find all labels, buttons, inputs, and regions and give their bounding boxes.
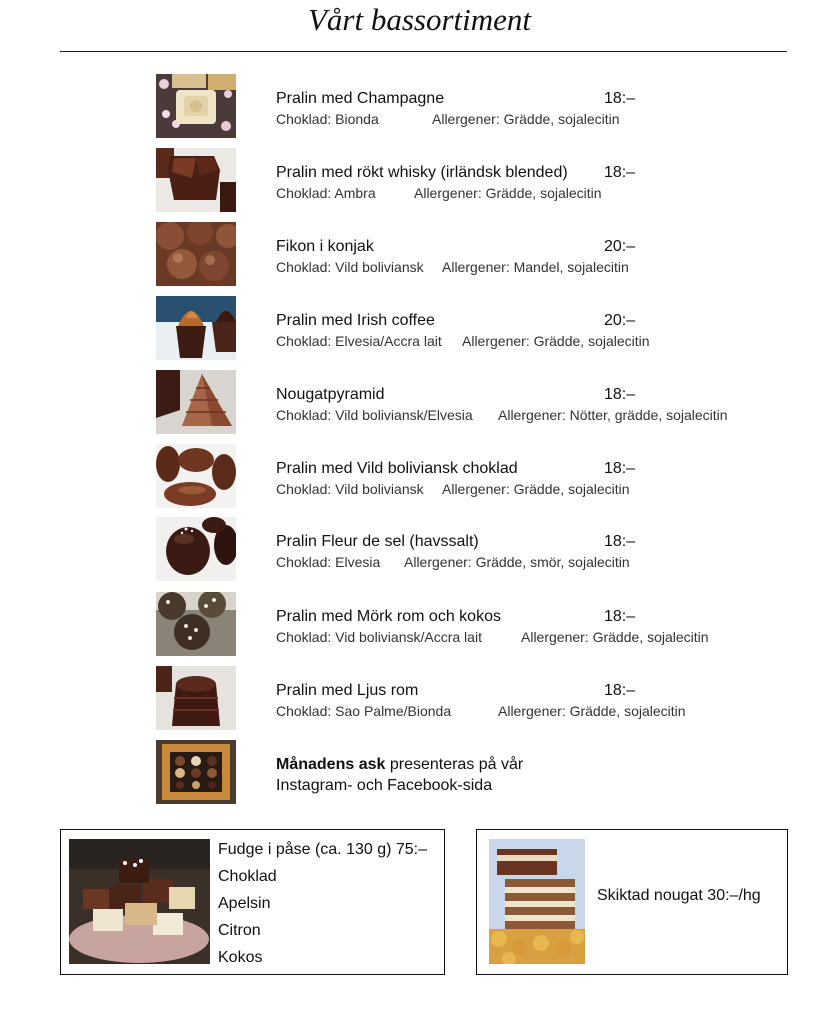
fudge-photo [69, 839, 210, 964]
item-allergens: Allergener: Grädde, sojalecitin [414, 185, 602, 201]
nougat-photo [489, 839, 585, 964]
item-price: 18:– [604, 608, 636, 625]
item-price: 18:– [604, 386, 636, 403]
praline-photo [156, 666, 236, 730]
item-price: 20:– [604, 312, 636, 329]
item-details [276, 554, 630, 570]
item-allergens: Allergener: Nötter, grädde, sojalecitin [498, 407, 728, 423]
item-chocolate: Choklad: Vild boliviansk [276, 481, 424, 497]
praline-photo [156, 74, 236, 138]
fudge-flavor: Apelsin [218, 895, 271, 912]
item-chocolate: Choklad: Bionda [276, 111, 379, 127]
page-title: Vårt bassortiment [307, 2, 532, 37]
item-chocolate: Choklad: Ambra [276, 185, 376, 201]
item-allergens: Allergener: Grädde, sojalecitin [442, 481, 630, 497]
item-chocolate: Choklad: Sao Palme/Bionda [276, 703, 452, 719]
item-details [276, 629, 709, 645]
item-details [276, 111, 620, 127]
item-allergens: Allergener: Grädde, sojalecitin [498, 703, 686, 719]
menu-item-ljus-rom [156, 666, 776, 730]
menu-item-mork-rom-kokos [156, 592, 776, 656]
fudge-flavor: Choklad [218, 868, 277, 885]
fudge-box [60, 829, 445, 975]
praline-photo [156, 592, 236, 656]
item-name: Pralin med rökt whisky (irländsk blended) [276, 164, 568, 181]
monthly-box-label: Månadens ask [276, 756, 386, 773]
item-allergens: Allergener: Grädde, smör, sojalecitin [404, 554, 630, 570]
monthly-box-text [276, 754, 523, 796]
praline-photo [156, 296, 236, 360]
item-name: Pralin med Mörk rom och kokos [276, 608, 501, 625]
item-details [276, 333, 650, 349]
fudge-heading: Fudge i påse (ca. 130 g) 75:– [218, 841, 428, 858]
item-name: Pralin Fleur de sel (havssalt) [276, 533, 479, 550]
item-details [276, 259, 629, 275]
item-price: 18:– [604, 682, 636, 699]
menu-item-vild-boliviansk [156, 444, 776, 508]
fudge-flavor: Kokos [218, 949, 263, 966]
item-allergens: Allergener: Grädde, sojalecitin [432, 111, 620, 127]
item-details [276, 407, 728, 423]
gift-box-photo [156, 740, 236, 804]
monthly-box-intro: presenteras på vår [385, 756, 524, 773]
monthly-box-item [156, 740, 776, 804]
praline-photo [156, 444, 236, 508]
item-allergens: Allergener: Grädde, sojalecitin [462, 333, 650, 349]
item-price: 18:– [604, 164, 636, 181]
item-name: Pralin med Irish coffee [276, 312, 435, 329]
menu-item-whisky [156, 148, 776, 212]
praline-photo [156, 222, 236, 286]
menu-item-fikon [156, 222, 776, 286]
item-price: 20:– [604, 238, 636, 255]
fudge-info [218, 836, 427, 971]
nougat-box [476, 829, 788, 975]
item-chocolate: Choklad: Elvesia/Accra lait [276, 333, 442, 349]
item-price: 18:– [604, 533, 636, 550]
menu-item-irish-coffee [156, 296, 776, 360]
fudge-flavor: Citron [218, 922, 261, 939]
praline-photo [156, 370, 236, 434]
praline-photo [156, 517, 236, 581]
item-name: Pralin med Vild boliviansk choklad [276, 460, 518, 477]
monthly-box-channels: Instagram- och Facebook-sida [276, 777, 493, 794]
nougat-label: Skiktad nougat 30:–/hg [597, 887, 761, 904]
item-allergens: Allergener: Grädde, sojalecitin [521, 629, 709, 645]
menu-item-nougatpyramid [156, 370, 776, 434]
menu-item-fleur-de-sel [156, 517, 776, 581]
item-details [276, 185, 602, 201]
item-chocolate: Choklad: Vild boliviansk [276, 259, 424, 275]
item-details [276, 703, 686, 719]
item-details [276, 481, 630, 497]
praline-photo [156, 148, 236, 212]
item-name: Nougatpyramid [276, 386, 385, 403]
item-allergens: Allergener: Mandel, sojalecitin [442, 259, 629, 275]
item-price: 18:– [604, 90, 636, 107]
title-divider [60, 51, 787, 52]
item-chocolate: Choklad: Vild boliviansk/Elvesia [276, 407, 473, 423]
menu-item-champagne [156, 74, 776, 138]
item-name: Pralin med Champagne [276, 90, 445, 107]
item-chocolate: Choklad: Elvesia [276, 554, 381, 570]
item-chocolate: Choklad: Vid boliviansk/Accra lait [276, 629, 482, 645]
item-name: Fikon i konjak [276, 238, 374, 255]
item-price: 18:– [604, 460, 636, 477]
item-name: Pralin med Ljus rom [276, 682, 419, 699]
